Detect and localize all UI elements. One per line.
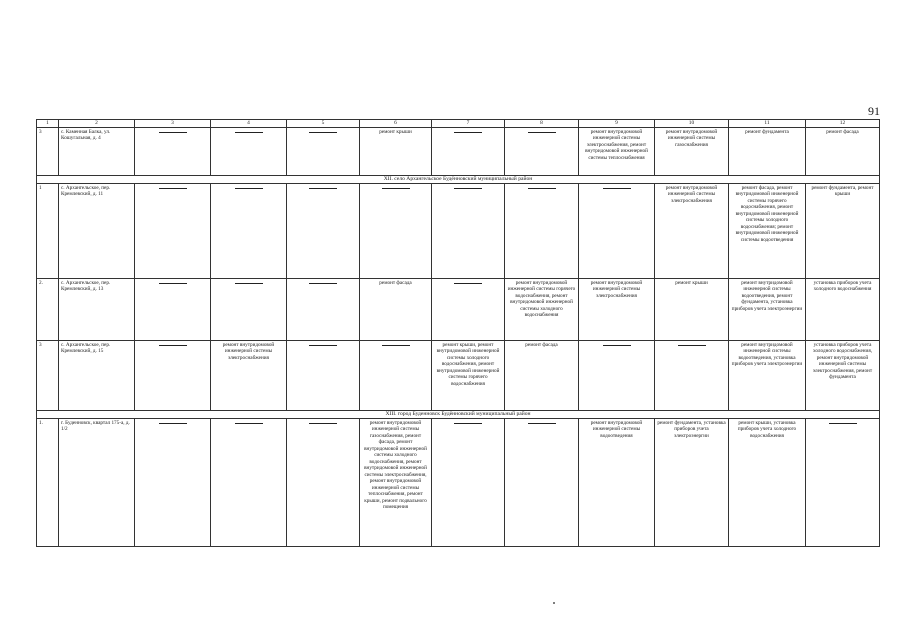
work-cell: ремонт фасада: [806, 127, 880, 175]
dash-mark: [528, 423, 556, 424]
dash-mark: [454, 423, 482, 424]
empty-cell: [655, 340, 729, 410]
empty-cell: [135, 127, 211, 175]
row-number: 1.: [37, 418, 59, 546]
dash-mark: [678, 345, 706, 346]
empty-cell: [287, 127, 360, 175]
empty-cell: [211, 183, 287, 278]
dash-mark: [382, 345, 410, 346]
dash-mark: [159, 283, 187, 284]
dash-mark: [159, 345, 187, 346]
section-title: XIII. город Буденновск Будённовский муниципальный район: [37, 410, 880, 418]
work-cell: ремонт внутридомовой инженерной системы электроснабжения, ремонт внутридомовой инженерной системы теплоснабжения: [579, 127, 655, 175]
work-cell: ремонт крыши, установка приборов учета холодного водоснабжения: [729, 418, 806, 546]
section-header-row: [37, 175, 880, 183]
column-header: 11: [729, 120, 806, 128]
empty-cell: [135, 418, 211, 546]
empty-cell: [135, 183, 211, 278]
table-row: [37, 127, 880, 175]
empty-cell: [211, 127, 287, 175]
empty-cell: [135, 278, 211, 340]
empty-cell: [432, 418, 505, 546]
work-cell: ремонт внутридомовой инженерной системы горячего водоснабжения, ремонт внутридомовой инженерной системы холодного водоснабжения: [505, 278, 579, 340]
empty-cell: [211, 278, 287, 340]
empty-cell: [579, 340, 655, 410]
work-cell: ремонт фундамента, ремонт крыши: [806, 183, 880, 278]
table-row: [37, 278, 880, 340]
column-header: 4: [211, 120, 287, 128]
table-row: [37, 183, 880, 278]
empty-cell: [579, 183, 655, 278]
column-header: 7: [432, 120, 505, 128]
dash-mark: [528, 132, 556, 133]
dash-mark: [309, 188, 337, 189]
section-title: XII. село Архангельское Будённовский муниципальный район: [37, 175, 880, 183]
column-header: 12: [806, 120, 880, 128]
section-header-row: [37, 410, 880, 418]
empty-cell: [432, 127, 505, 175]
work-cell: ремонт фасада: [505, 340, 579, 410]
row-number: 2.: [37, 278, 59, 340]
work-cell: ремонт внутридомовой инженерной системы газоснабжения: [655, 127, 729, 175]
dash-mark: [829, 423, 857, 424]
work-cell: ремонт фундамента: [729, 127, 806, 175]
scan-speck: [553, 602, 555, 604]
work-cell: ремонт фасада, ремонт внутридомовой инженерной системы горячего водоснабжения, ремонт внутридомовой инженерной системы холодного водоснабжения; ремонт внутридомовой инженерной системы водоотведения: [729, 183, 806, 278]
empty-cell: [135, 340, 211, 410]
address-cell: с. Архангельское, пер. Кремлевский, д. 13: [59, 278, 135, 340]
empty-cell: [432, 278, 505, 340]
work-cell: ремонт внутридомовой инженерной системы водоотведения: [579, 418, 655, 546]
work-cell: ремонт внутридомовой инженерной системы водоотведения, ремонт фундамента, установка приборов учета электроэнергии: [729, 278, 806, 340]
work-cell: установка приборов учета холодного водоснабжения: [806, 278, 880, 340]
empty-cell: [287, 183, 360, 278]
column-header: 8: [505, 120, 579, 128]
dash-mark: [309, 132, 337, 133]
dash-mark: [159, 132, 187, 133]
work-cell: ремонт внутридомовой инженерной системы водоотведения, установка приборов учета электроэнергии: [729, 340, 806, 410]
column-header: 6: [360, 120, 432, 128]
work-cell: ремонт внутридомовой инженерной системы электроснабжения: [655, 183, 729, 278]
dash-mark: [528, 188, 556, 189]
dash-mark: [159, 423, 187, 424]
empty-cell: [432, 183, 505, 278]
column-number-header: [37, 120, 880, 128]
work-cell: ремонт крыши: [655, 278, 729, 340]
dash-mark: [454, 188, 482, 189]
work-cell: ремонт фундамента, установка приборов учета электроэнергии: [655, 418, 729, 546]
work-cell: ремонт крыши, ремонт внутридомовой инженерной системы холодного водоснабжения, ремонт внутридомовой инженерной системы горячего водоснабжения: [432, 340, 505, 410]
work-cell: ремонт внутридомовой инженерной системы газоснабжения, ремонт фасада, ремонт внутридомовой инженерной системы холодного водоснабжения, ремонт внутридомовой инженерной системы электроснабжения, ремонт внутридомовой инженерной системы теплоснабжения, ремонт крыши, ремонт подвального помещения: [360, 418, 432, 546]
table-row: [37, 340, 880, 410]
column-header: 5: [287, 120, 360, 128]
empty-cell: [505, 418, 579, 546]
dash-mark: [159, 188, 187, 189]
address-cell: с. Архангельское, пер. Кремлевский, д. 11: [59, 183, 135, 278]
dash-mark: [454, 283, 482, 284]
dash-mark: [309, 345, 337, 346]
page-number: 91: [868, 104, 880, 118]
dash-mark: [235, 283, 263, 284]
row-number: 1: [37, 183, 59, 278]
dash-mark: [603, 188, 631, 189]
empty-cell: [287, 418, 360, 546]
column-header: 1: [37, 120, 59, 128]
work-cell: ремонт крыши: [360, 127, 432, 175]
column-header: 3: [135, 120, 211, 128]
dash-mark: [454, 132, 482, 133]
empty-cell: [211, 418, 287, 546]
empty-cell: [806, 418, 880, 546]
work-cell: установка приборов учета холодного водоснабжения, ремонт внутридомовой инженерной системы электроснабжения, ремонт фундамента: [806, 340, 880, 410]
row-number: 3: [37, 340, 59, 410]
dash-mark: [309, 283, 337, 284]
dash-mark: [235, 423, 263, 424]
empty-cell: [287, 278, 360, 340]
column-header: 2: [59, 120, 135, 128]
address-cell: г. Буденновск, квартал 175-а, д. 1/2: [59, 418, 135, 546]
dash-mark: [309, 423, 337, 424]
work-cell: ремонт внутридомовой инженерной системы электроснабжения: [579, 278, 655, 340]
row-number: 3: [37, 127, 59, 175]
empty-cell: [505, 127, 579, 175]
empty-cell: [287, 340, 360, 410]
capital-repair-schedule-table: [36, 119, 880, 547]
work-cell: ремонт внутридомовой инженерной системы электроснабжения: [211, 340, 287, 410]
dash-mark: [235, 188, 263, 189]
column-header: 9: [579, 120, 655, 128]
work-cell: ремонт фасада: [360, 278, 432, 340]
empty-cell: [505, 183, 579, 278]
dash-mark: [603, 345, 631, 346]
dash-mark: [382, 188, 410, 189]
empty-cell: [360, 340, 432, 410]
dash-mark: [235, 132, 263, 133]
empty-cell: [360, 183, 432, 278]
table-row: [37, 418, 880, 546]
address-cell: с. Каменная Балка, ул. Кошугальная, д. 4: [59, 127, 135, 175]
address-cell: с. Архангельское, пер. Кремлевский, д. 15: [59, 340, 135, 410]
column-header: 10: [655, 120, 729, 128]
